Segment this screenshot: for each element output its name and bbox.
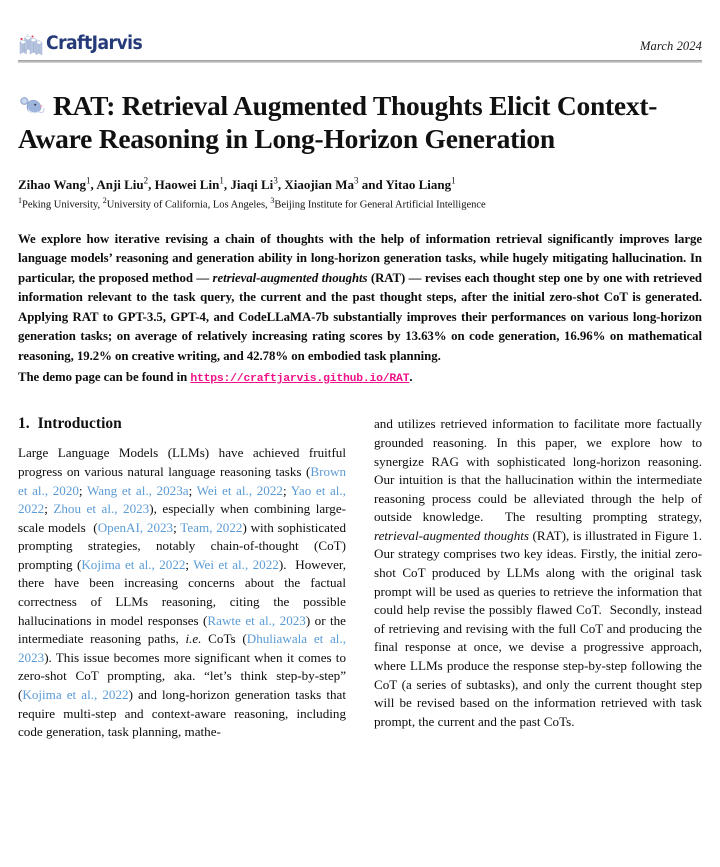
page-header <box>18 0 702 60</box>
mouse-emoji-icon <box>18 94 47 118</box>
demo-url-link[interactable]: https://craftjarvis.github.io/RAT <box>190 373 410 386</box>
abstract-part-1: We explore how iterative revising a chain of thoughts with the help of information retrieval significantly improves large language models’ reasoning and generation ability in long-horizon generation tasks, while hugely mitigating hallucination. In particular, the proposed method — <box>18 232 702 285</box>
left-column <box>18 415 346 815</box>
brand-logo <box>18 32 149 56</box>
header-divider <box>18 60 702 63</box>
abstract-italic-term: retrieval-augmented thoughts <box>212 270 368 285</box>
section-heading-introduction <box>18 415 346 433</box>
demo-suffix: . <box>409 370 413 385</box>
author-list <box>18 175 702 214</box>
body-columns <box>18 415 702 815</box>
demo-prefix: The demo page can be found in <box>18 370 191 385</box>
demo-page-line <box>18 368 702 388</box>
intro-paragraph-left: Large Language Models (LLMs) have achieved fruitful progress on various natural language reasoning tasks (Brown et al., 2020; Wang et al., 2023a; Wei et al., 2022; Yao et al., 2022; Zhou et al., 2023), especially when combining large-scale models (OpenAI, 2023; Team, 2022) with sophisticated prompting strategies, notably chain-of-thought (CoT) prompting (Kojima et al., 2022; Wei et al., 2022). However, there have been increasing concerns about the factual correctness of LLMs reasoning, citing the possible hallucinations in model responses (Rawte et al., 2023) or the intermediate reasoning paths, i.e. CoTs (Dhuliawala et al., 2023). This issue becomes more significant when it comes to zero-shot CoT prompting, aka. “let’s think step-by-step” (Kojima et al., 2022) and long-horizon generation tasks that require multi-step and context-aware reasoning, including code generation, task planning, mathe- <box>18 445 346 740</box>
brand-name: CraftJarvis <box>46 32 143 54</box>
title-block <box>18 89 702 155</box>
page-title <box>18 89 702 155</box>
craftjarvis-blocks-icon <box>18 32 44 56</box>
issue-date: March 2024 <box>640 39 702 53</box>
section-title: Introduction <box>37 415 122 433</box>
paper-title-text: RAT: Retrieval Augmented Thoughts Elicit Context-Aware Reasoning in Long-Horizon Generation <box>18 89 658 154</box>
abstract <box>18 230 702 388</box>
section-number: 1. <box>18 415 30 433</box>
author-names-line: Zihao Wang$^1$, Anji Liu$^2$, Haowei Lin$^1$, Jiaqi Li$^3$, Xiaojian Ma$^3$ and Yitao Liang$^1$ <box>18 175 456 192</box>
intro-paragraph-right: and utilizes retrieved information to facilitate more factually grounded reasoning. In this paper, we explore how to synergize RAG with sophisticated long-horizon reasoning. Our intuition is that the hallucination within the intermediate reasoning process could be alleviated through the help of outside knowledge. The resulting prompting strategy, retrieval-augmented thoughts (RAT), is illustrated in Figure 1. Our strategy comprises two key ideas. Firstly, the initial zero-shot CoT produced by LLMs along with the original task prompt will be used as queries to retrieve the information that could help revise the possibly flawed CoT. Secondly, instead of retrieving and revising with the full CoT and producing the final response at once, we devise a progressive approach, where LLMs produce the response step-by-step following the CoT (a series of subtasks), and only the current thought step will be revised based on the information retrieved with task prompt, the current and the past CoTs. <box>374 416 702 729</box>
abstract-part-2: (RAT) — revises each thought step one by one with retrieved information relevant to the task query, the current and the past thought steps, after the initial zero-shot CoT is generated. Applying RAT to GPT-3.5, GPT-4, and CodeLLaMA-7b substantially improves their performances on various long-horizon generation tasks; on average of relatively increasing rating scores by 13.63% on code generation, 16.96% on mathematical reasoning, 19.2% on creative writing, and 42.78% on embodied task planning. <box>18 270 703 363</box>
affiliation-list: $^1$Peking University, $^2$University of California, Los Angeles, $^3$Beijing Institute for General Artificial Intelligence <box>18 196 486 211</box>
right-column <box>374 415 702 815</box>
